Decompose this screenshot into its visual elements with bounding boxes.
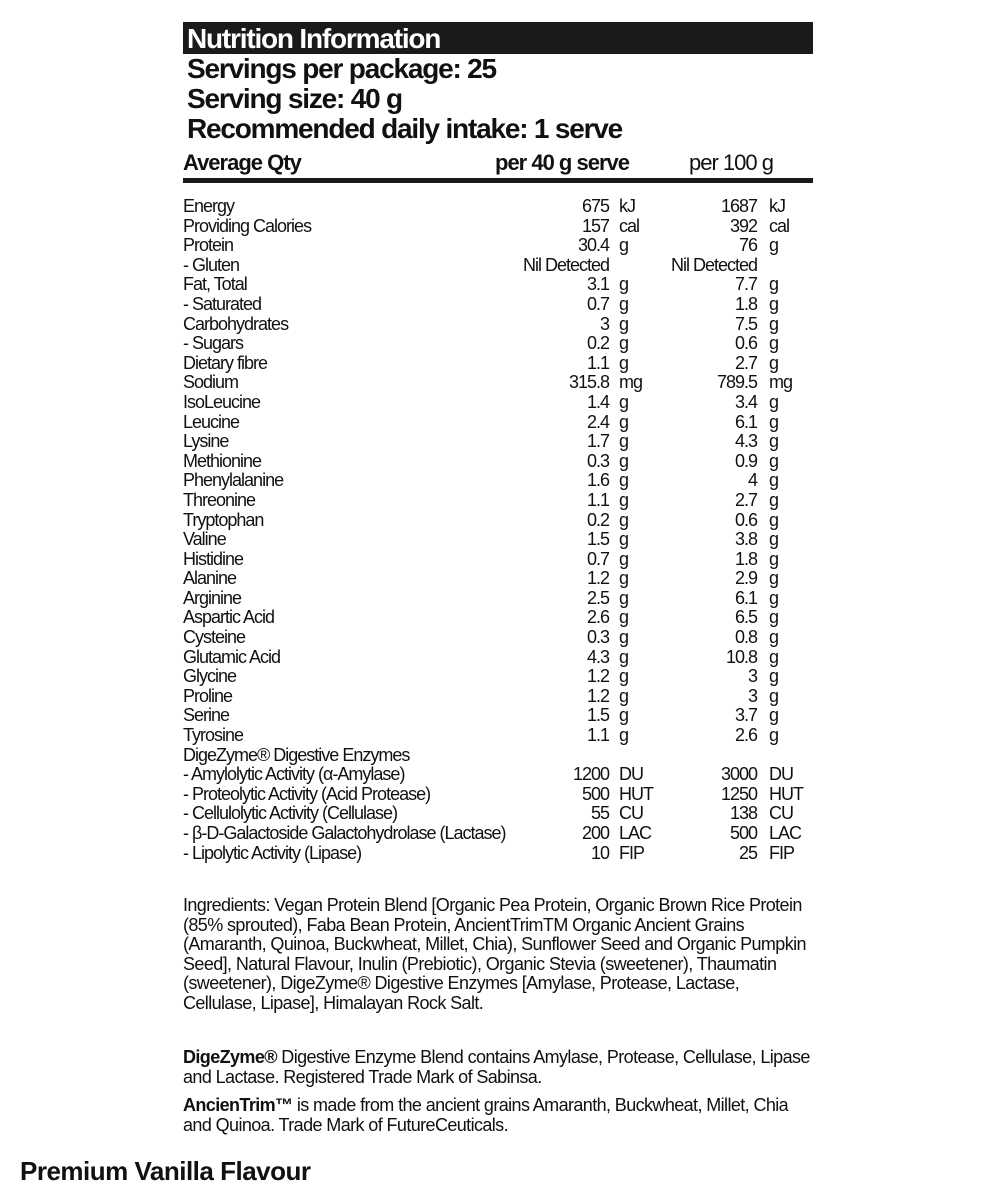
unit-per-serve: DU [619, 764, 643, 785]
unit-per-100g: g [769, 352, 779, 373]
value-per-100g: 1250 [720, 783, 757, 804]
servings-per-package: Servings per package: 25 [187, 53, 496, 84]
value-per-serve: 1.5 [586, 705, 609, 726]
unit-per-serve: mg [619, 372, 643, 393]
nutrient-row [183, 686, 813, 706]
nutrient-name: - Lipolytic Activity (Lipase) [183, 842, 362, 863]
value-per-100g: 3.7 [734, 705, 757, 726]
value-per-serve: 55 [590, 803, 609, 824]
unit-per-serve: g [619, 352, 629, 373]
unit-per-100g: LAC [769, 823, 802, 843]
nutrient-row [183, 196, 813, 216]
unit-per-100g: g [769, 235, 779, 256]
value-per-serve: 1.7 [586, 431, 609, 452]
value-per-100g: 0.9 [734, 450, 757, 471]
value-per-serve: 1.2 [586, 568, 609, 589]
value-per-100g: 2.6 [734, 725, 757, 746]
nutrient-row [183, 705, 813, 725]
value-per-100g: 4 [747, 470, 757, 491]
unit-per-serve: g [619, 529, 629, 550]
value-per-serve: 675 [581, 196, 609, 216]
nutrient-name: Glutamic Acid [183, 646, 281, 667]
nutrient-row [183, 235, 813, 255]
nutrient-name: Threonine [183, 489, 256, 510]
nutrient-name: Methionine [183, 450, 262, 471]
value-per-serve: Nil Detected [522, 254, 609, 275]
value-per-serve: 1.4 [586, 391, 609, 412]
nutrient-name: - Saturated [183, 293, 262, 314]
unit-per-serve: g [619, 587, 629, 608]
nutrient-name: Aspartic Acid [183, 607, 275, 628]
col-per-serve: per 40 g serve [495, 150, 629, 175]
value-per-serve: 0.2 [586, 333, 609, 354]
nutrient-name: Leucine [183, 411, 240, 432]
nutrient-row [183, 274, 813, 294]
value-per-serve: 10 [590, 842, 609, 863]
value-per-100g: 3000 [720, 764, 757, 785]
value-per-serve: 2.4 [586, 411, 609, 432]
value-per-serve: 157 [581, 215, 609, 236]
value-per-100g: 4.3 [734, 431, 757, 452]
value-per-serve: 1.1 [586, 489, 609, 510]
unit-per-serve: LAC [619, 823, 652, 843]
value-per-serve: 3.1 [586, 274, 609, 295]
nutrient-name: DigeZyme® Digestive Enzymes [183, 744, 410, 765]
nutrient-row [183, 764, 813, 784]
value-per-100g: 392 [729, 215, 757, 236]
nutrient-row [183, 314, 813, 334]
value-per-serve: 1.2 [586, 666, 609, 687]
unit-per-100g: CU [769, 803, 793, 824]
unit-per-serve: g [619, 411, 629, 432]
nutrient-name: Providing Calories [183, 215, 312, 236]
unit-per-100g: cal [769, 215, 790, 236]
value-per-serve: 0.3 [586, 450, 609, 471]
value-per-serve: 4.3 [586, 646, 609, 667]
unit-per-serve: HUT [619, 783, 653, 804]
table-header [183, 148, 813, 183]
unit-per-100g: DU [769, 764, 793, 785]
nutrient-row [183, 372, 813, 392]
value-per-100g: 1687 [720, 196, 757, 216]
nutrient-row [183, 392, 813, 412]
value-per-100g: 2.7 [734, 352, 757, 373]
panel-title: Nutrition Information [183, 22, 813, 54]
nutrient-row [183, 843, 813, 863]
unit-per-serve: CU [619, 803, 643, 824]
value-per-100g: 0.8 [734, 627, 757, 648]
unit-per-serve: g [619, 607, 629, 628]
nutrient-row [183, 647, 813, 667]
unit-per-100g: g [769, 548, 779, 569]
unit-per-100g: kJ [769, 196, 785, 216]
unit-per-100g: g [769, 705, 779, 726]
value-per-serve: 0.3 [586, 627, 609, 648]
value-per-100g: 3.4 [734, 391, 757, 412]
serving-size: Serving size: 40 g [187, 83, 402, 114]
digezyme-note [183, 1047, 815, 1087]
nutrient-row [183, 666, 813, 686]
value-per-serve: 500 [581, 783, 609, 804]
nutrient-row [183, 725, 813, 745]
value-per-100g: 500 [729, 823, 757, 843]
unit-per-serve: kJ [619, 196, 635, 216]
unit-per-100g: g [769, 489, 779, 510]
value-per-100g: 6.5 [734, 607, 757, 628]
unit-per-100g: FIP [769, 842, 795, 863]
nutrient-row [183, 294, 813, 314]
nutrient-row [183, 412, 813, 432]
ingredients-text: Ingredients: Vegan Protein Blend [Organic Pea Protein, Organic Brown Rice Protein (85% sprouted), Faba Bean Protein, AncientTrimTM Organic Ancient Grains (Amaranth, Quinoa, Buckwheat, Millet, Chia), Sunflower Seed and Organic Pumpkin Seed], Natural Flavour, Inulin (Prebiotic), Organic Stevia (sweetener), Thaumatin (sweetener), DigeZyme® Digestive Enzymes [Amylase, Protease, Lactase, Cellulase, Lipase], Himalayan Rock Salt. [183, 895, 806, 1013]
unit-per-100g: g [769, 431, 779, 452]
unit-per-serve: g [619, 313, 629, 334]
value-per-100g: 7.7 [734, 274, 757, 295]
digezyme-text: Digestive Enzyme Blend contains Amylase, Protease, Cellulase, Lipase and Lactase. Registered Trade Mark of Sabinsa. [183, 1047, 810, 1087]
unit-per-100g: g [769, 293, 779, 314]
value-per-serve: 2.6 [586, 607, 609, 628]
value-per-100g: 10.8 [725, 646, 757, 667]
unit-per-100g: mg [769, 372, 793, 393]
value-per-serve: 1200 [572, 764, 609, 785]
unit-per-serve: g [619, 450, 629, 471]
nutrient-name: Alanine [183, 568, 237, 589]
nutrient-name: Tyrosine [183, 725, 244, 746]
value-per-100g: 0.6 [734, 509, 757, 530]
value-per-100g: 3 [747, 685, 757, 706]
nutrient-name: - Amylolytic Activity (α-Amylase) [183, 764, 405, 785]
nutrient-row [183, 510, 813, 530]
unit-per-serve: FIP [619, 842, 645, 863]
nutrient-row [183, 823, 813, 843]
value-per-serve: 3 [599, 313, 609, 334]
value-per-serve: 0.7 [586, 548, 609, 569]
value-per-100g: 2.9 [734, 568, 757, 589]
unit-per-100g: g [769, 274, 779, 295]
nutrient-name: Dietary fibre [183, 352, 268, 373]
value-per-100g: 1.8 [734, 548, 757, 569]
nutrient-row [183, 568, 813, 588]
unit-per-100g: g [769, 529, 779, 550]
unit-per-100g: g [769, 333, 779, 354]
nutrient-name: Lysine [183, 431, 229, 452]
ancientrim-note [183, 1095, 815, 1135]
unit-per-serve: g [619, 666, 629, 687]
nutrient-name: Cysteine [183, 627, 246, 648]
nutrient-row [183, 607, 813, 627]
nutrient-name: Proline [183, 685, 233, 706]
nutrient-name: Phenylalanine [183, 470, 284, 491]
value-per-100g: 7.5 [734, 313, 757, 334]
unit-per-serve: g [619, 470, 629, 491]
nutrient-name: Glycine [183, 666, 237, 687]
flavour-title: Premium Vanilla Flavour [20, 1156, 311, 1186]
nutrient-name: Sodium [183, 372, 239, 393]
unit-per-serve: g [619, 685, 629, 706]
unit-per-serve: g [619, 235, 629, 256]
unit-per-100g: g [769, 666, 779, 687]
value-per-serve: 1.6 [586, 470, 609, 491]
nutrient-row [183, 216, 813, 236]
unit-per-serve: g [619, 489, 629, 510]
unit-per-serve: g [619, 627, 629, 648]
value-per-100g: 789.5 [716, 372, 757, 393]
value-per-100g: 76 [738, 235, 757, 256]
nutrient-name: IsoLeucine [183, 391, 261, 412]
value-per-serve: 0.7 [586, 293, 609, 314]
col-average-qty: Average Qty [183, 150, 301, 175]
nutrient-row [183, 745, 813, 765]
nutrient-name: Fat, Total [183, 274, 247, 295]
nutrient-row [183, 549, 813, 569]
value-per-serve: 30.4 [577, 235, 609, 256]
unit-per-serve: g [619, 725, 629, 746]
value-per-100g: 6.1 [734, 411, 757, 432]
value-per-serve: 1.5 [586, 529, 609, 550]
nutrient-name: - Gluten [183, 254, 240, 275]
value-per-serve: 315.8 [568, 372, 609, 393]
nutrient-name: Carbohydrates [183, 313, 289, 334]
nutrient-row [183, 431, 813, 451]
unit-per-serve: g [619, 293, 629, 314]
unit-per-100g: g [769, 411, 779, 432]
nutrient-row [183, 353, 813, 373]
unit-per-serve: g [619, 333, 629, 354]
value-per-100g: 138 [729, 803, 757, 824]
unit-per-serve: g [619, 274, 629, 295]
nutrient-row [183, 490, 813, 510]
unit-per-100g: g [769, 450, 779, 471]
value-per-100g: 3.8 [734, 529, 757, 550]
unit-per-100g: g [769, 646, 779, 667]
unit-per-serve: cal [619, 215, 640, 236]
nutrient-row [183, 470, 813, 490]
nutrient-row [183, 255, 813, 275]
nutrient-row [183, 333, 813, 353]
nutrient-name: Histidine [183, 548, 244, 569]
value-per-100g: 3 [747, 666, 757, 687]
unit-per-serve: g [619, 431, 629, 452]
value-per-100g: Nil Detected [670, 254, 757, 275]
nutrient-name: - Proteolytic Activity (Acid Protease) [183, 783, 431, 804]
unit-per-100g: g [769, 470, 779, 491]
nutrient-row [183, 588, 813, 608]
unit-per-100g: g [769, 568, 779, 589]
value-per-serve: 1.1 [586, 352, 609, 373]
nutrient-row [183, 529, 813, 549]
unit-per-100g: g [769, 587, 779, 608]
ancientrim-text: is made from the ancient grains Amaranth, Buckwheat, Millet, Chia and Quinoa. Trade Mark of FutureCeuticals. [183, 1095, 789, 1135]
nutrient-name: Serine [183, 705, 230, 726]
nutrient-name: Tryptophan [183, 509, 264, 530]
unit-per-serve: g [619, 568, 629, 589]
value-per-100g: 25 [738, 842, 757, 863]
unit-per-100g: g [769, 313, 779, 334]
nutrient-row [183, 803, 813, 823]
unit-per-100g: g [769, 685, 779, 706]
value-per-100g: 6.1 [734, 587, 757, 608]
unit-per-serve: g [619, 509, 629, 530]
nutrient-name: Protein [183, 235, 234, 256]
unit-per-serve: g [619, 391, 629, 412]
nutrient-table [183, 196, 813, 862]
unit-per-serve: g [619, 705, 629, 726]
value-per-serve: 1.2 [586, 685, 609, 706]
nutrient-name: - Sugars [183, 333, 244, 354]
nutrient-row [183, 784, 813, 804]
nutrient-name: - Cellulolytic Activity (Cellulase) [183, 803, 398, 824]
nutrient-row [183, 451, 813, 471]
nutrient-name: Valine [183, 529, 226, 550]
unit-per-serve: g [619, 548, 629, 569]
value-per-serve: 1.1 [586, 725, 609, 746]
col-per-100g: per 100 g [689, 150, 773, 175]
value-per-100g: 2.7 [734, 489, 757, 510]
unit-per-100g: g [769, 627, 779, 648]
digezyme-brand: DigeZyme® [183, 1047, 277, 1067]
daily-intake: Recommended daily intake: 1 serve [187, 113, 623, 144]
value-per-100g: 0.6 [734, 333, 757, 354]
nutrient-row [183, 627, 813, 647]
value-per-serve: 2.5 [586, 587, 609, 608]
unit-per-100g: g [769, 509, 779, 530]
unit-per-100g: g [769, 607, 779, 628]
unit-per-100g: g [769, 725, 779, 746]
value-per-serve: 0.2 [586, 509, 609, 530]
nutrient-name: - β-D-Galactoside Galactohydrolase (Lactase) [183, 823, 506, 843]
unit-per-serve: g [619, 646, 629, 667]
value-per-serve: 200 [581, 823, 609, 843]
unit-per-100g: g [769, 391, 779, 412]
nutrient-name: Energy [183, 196, 235, 216]
unit-per-100g: HUT [769, 783, 803, 804]
nutrient-name: Arginine [183, 587, 242, 608]
value-per-100g: 1.8 [734, 293, 757, 314]
nutrition-panel [183, 22, 813, 862]
ancientrim-brand: AncienTrim™ [183, 1095, 293, 1115]
